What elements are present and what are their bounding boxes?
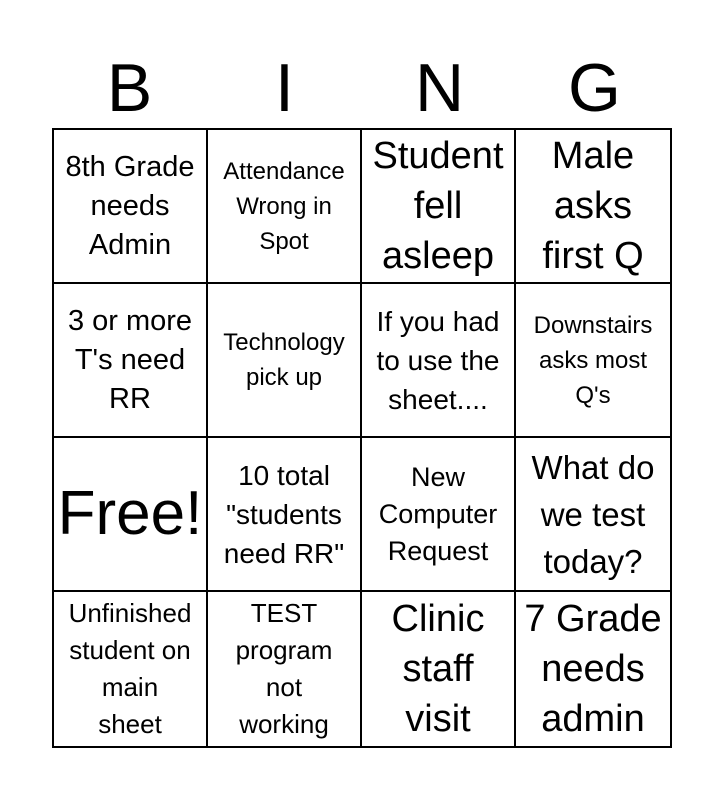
bingo-cell[interactable] (362, 592, 516, 746)
bingo-cell[interactable] (516, 438, 670, 592)
bingo-cell[interactable] (208, 592, 362, 746)
bingo-board (52, 128, 672, 748)
bingo-cell[interactable] (208, 130, 362, 284)
free-cell-text: Free! (57, 479, 203, 548)
header-letter-b: B (106, 50, 153, 126)
bingo-cell-text: Unfinished student on main sheet (68, 598, 192, 739)
bingo-cell-text: 10 total "students need RR" (223, 459, 345, 569)
bingo-cell-text: 3 or more T's need RR (67, 304, 193, 415)
bingo-cell[interactable] (362, 284, 516, 438)
bingo-cell[interactable] (54, 284, 208, 438)
bingo-cell[interactable] (362, 438, 516, 592)
bingo-cell-text: 8th Grade needs Admin (65, 150, 195, 261)
header-letter-g: G (568, 50, 621, 126)
bingo-cell[interactable] (362, 130, 516, 284)
bingo-cell[interactable] (516, 284, 670, 438)
bingo-cell-text: Student fell asleep (372, 135, 504, 277)
bingo-cell-text: If you had to use the sheet.... (376, 305, 500, 415)
bingo-cell[interactable] (516, 130, 670, 284)
bingo-cell[interactable] (54, 130, 208, 284)
bingo-header (52, 46, 672, 130)
bingo-cell-text: Attendance Wrong in Spot (223, 157, 345, 255)
bingo-cell-text: Clinic staff visit (391, 598, 485, 740)
bingo-cell-text: Downstairs asks most Q's (533, 311, 653, 409)
bingo-cell[interactable] (208, 284, 362, 438)
bingo-cell[interactable] (208, 438, 362, 592)
bingo-cell-text: Technology pick up (223, 329, 345, 391)
header-letter-n: N (414, 50, 465, 126)
bingo-cell-text: Male asks first Q (542, 135, 644, 277)
bingo-cell-text: What do we test today? (531, 448, 655, 580)
bingo-cell-text: 7 Grade needs admin (524, 598, 662, 740)
bingo-cell[interactable] (54, 592, 208, 746)
free-cell[interactable] (54, 438, 208, 592)
bingo-cell-text: New Computer Request (378, 461, 498, 566)
bingo-cell-text: TEST program not working (235, 598, 333, 739)
header-letter-i: I (275, 50, 294, 126)
bingo-cell[interactable] (516, 592, 670, 746)
